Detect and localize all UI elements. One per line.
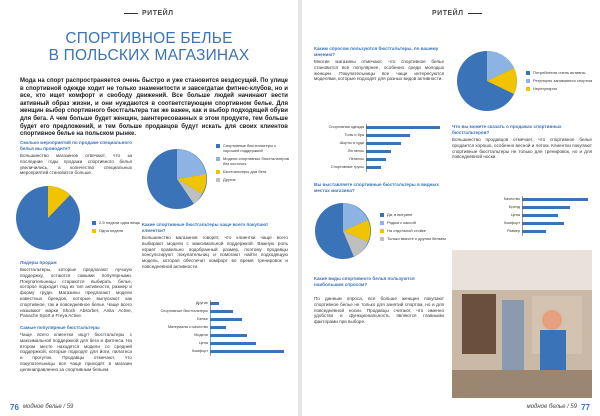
r-question-1-body: Многие магазины отмечают, что спортивное белье становится все популярнее, особенно среди молодых женщин. Покупательницы все чаще интересуются моделями, которые подходят для разных видов активности. — [314, 59, 444, 82]
legend-label: Одна неделя — [99, 228, 124, 233]
pie-right-2-legend — [380, 212, 446, 244]
bar — [210, 334, 247, 338]
shelf — [462, 294, 496, 354]
question-2-title: Лидеры продаж — [20, 260, 57, 265]
bar-label: Спортивные бюстгальтеры — [160, 309, 208, 313]
legend-item — [526, 70, 596, 75]
r-question-1-title: Каким спросом пользуются бюстгальтеры, по вашему мнению? — [314, 46, 439, 57]
legend-label: Бюстгальтеры для бега — [223, 169, 267, 174]
rubric-dash — [468, 13, 482, 14]
bar — [210, 326, 226, 330]
question-3-body: Чаще всего клиентки ищут бюстгальтеры с максимальной поддержкой для бега и фитнеса. На втором месте находятся модели со средней поддержкой, которые подходят для йоги, пилатеса и прогулок. Продавцы отмечают, что покупательницы все чаще приходят в магазин целенаправленно за спортивным бельем. — [20, 332, 132, 372]
article-title — [0, 30, 298, 64]
article-lead: Мода на спорт распространяется очень быстро и уже становится вездесущей. По улице в спортивной одежде ходит не только знаменитости и завсегдатаи фитнес-клубов, но и все, кто ищет комфорт и свободу движений. Все больше людей начинают вести активный образ жизни, и они нуждаются в соответствующем спортивном белье. Для женщин выбор спортивного бюстгальтера так же важен, как и выбор подходящей обуви для бега. А чем больше будет женщин, заинтересованных в этом продукте, тем больше будет его предложений, и тем больше продавцов будут искать для своих клиентов спортивное белье на польском рынке. — [20, 78, 288, 138]
bar — [210, 302, 219, 306]
bar-label: Другие — [195, 301, 208, 305]
legend-swatch — [380, 237, 384, 241]
legend-item — [216, 177, 290, 182]
bar-chart-right-1 — [314, 124, 444, 174]
legend-item — [380, 236, 446, 241]
r-question-2-title: Что вы можете сказать о продажах спортивных бюстгальтеров? — [452, 124, 562, 135]
rubric-right — [432, 10, 482, 17]
magazine-name: модное белье / 59 — [22, 404, 74, 410]
bar-label: Материалы и качество — [167, 325, 208, 329]
floor — [452, 370, 592, 398]
legend-item — [526, 78, 596, 83]
bar-row — [142, 300, 288, 308]
footer-left — [10, 402, 73, 412]
question-1-title: Сколько мероприятий по продаже специального белья вы проводите? — [20, 140, 132, 151]
legend-swatch — [216, 144, 220, 148]
legend-item — [216, 169, 290, 174]
legend-item — [216, 156, 290, 166]
pie-slice — [177, 149, 206, 179]
r-question-2-body: Большинство продавцов отмечает, что спортивное белье продается хорошо, особенно весной и летом. Клиентки покупают спортивные бюстгальтеры не только для тренировок, но и для повседневной носки. — [452, 137, 592, 160]
question-1-body: Большинство магазинов отвечают, что за последние годы продажи спортивного белья увеличились, а количество специальных мероприятий становится больше. — [20, 153, 132, 176]
page-number: 77 — [581, 402, 590, 412]
bar-chart-right-2 — [452, 196, 592, 242]
footer-right — [527, 402, 590, 412]
bar — [366, 134, 410, 138]
bar — [366, 166, 381, 170]
bar-row — [452, 220, 592, 228]
rubric-label: РИТЕЙЛ — [142, 10, 174, 17]
bar-label: Комфорт — [504, 221, 520, 225]
rubric-label: РИТЕЙЛ — [432, 10, 464, 17]
bar-row — [314, 164, 444, 172]
bar-row — [314, 156, 444, 164]
legend-swatch — [380, 229, 384, 233]
bar-label: Спортивная одежда — [328, 125, 364, 129]
bar-row — [142, 348, 288, 356]
bar — [210, 342, 256, 346]
legend-item — [380, 220, 446, 225]
legend-item — [216, 143, 290, 153]
bar-row — [142, 340, 288, 348]
pie-left-2-legend — [216, 143, 290, 185]
bar-row — [314, 140, 444, 148]
legend-swatch — [216, 157, 220, 161]
page-number: 76 — [10, 402, 19, 412]
pie-chart-right-2 — [310, 198, 376, 264]
r-question-4-body: По данным опроса, все больше женщин покупают спортивное белье не только для занятий спортом, но и для повседневной носки. Продавцы считают, что именно удобство и функциональность являются главными факторами при выборе. — [314, 296, 444, 325]
legend-swatch — [526, 87, 530, 91]
bar-label: Бренд — [508, 205, 520, 209]
pie-chart-left-1 — [8, 178, 88, 258]
bar — [522, 214, 558, 218]
title-line-1: СПОРТИВНОЕ БЕЛЬЕ — [65, 30, 233, 47]
question-2-body: Бюстгальтеры, которые предлагают лучшую поддержку, остаются самыми популярными. Покупательницы стараются выбирать белье, которое подходит под их тип активности, размер и форму груди. Магазины предлагают модели известных брендов, которые выпускают как спортивное, так и повседневное белье. Чаще всего называют марки Shock Absorber, Anita Active, Panache Sport и Freya Active. — [20, 267, 132, 319]
legend-swatch — [216, 178, 220, 182]
legend-item — [380, 212, 446, 217]
bar — [366, 158, 386, 162]
legend-label: Да, в витрине — [387, 212, 413, 217]
bar-label: Модели — [194, 333, 208, 337]
legend-swatch — [216, 170, 220, 174]
right-page — [302, 0, 600, 416]
bar-row — [314, 148, 444, 156]
bar-label: Леггинсы — [347, 149, 364, 153]
question-4-body: Большинство магазинов говорят, что клиентки чаще всего выбирают модели с максимальной поддержкой. Важную роль играет правильно подобранный размер, поэтому продавцы консультируют покупательниц и помогают найти подходящую модель, которая обеспечит комфорт во время тренировок и повседневной активности. — [142, 235, 288, 269]
legend-item — [526, 86, 596, 91]
rubric-dash — [124, 13, 138, 14]
bar-label: Размер — [506, 229, 520, 233]
bar-label: Комфорт — [192, 349, 208, 353]
bar-label: Цена — [198, 341, 208, 345]
bar — [522, 230, 546, 234]
bar-label: Шорты и худи — [339, 141, 364, 145]
title-line-2: В ПОЛЬСКИХ МАГАЗИНАХ — [48, 47, 250, 64]
legend-item — [380, 228, 446, 233]
bar — [366, 150, 391, 154]
bar-row — [142, 316, 288, 324]
legend-label: На отдельной стойке — [387, 228, 426, 233]
bar-row — [452, 196, 592, 204]
bar-label: Качество — [503, 197, 520, 201]
bar-row — [142, 324, 288, 332]
legend-label: Регулярно занимаются спортом — [533, 78, 593, 83]
legend-label: Только вместе с другим бельем — [387, 236, 446, 241]
bar-row — [142, 332, 288, 340]
bar-row — [142, 308, 288, 316]
bar-chart-left — [142, 300, 288, 362]
bar — [522, 198, 588, 202]
pie-right-1-legend — [526, 70, 596, 94]
pie-chart-left-2 — [142, 144, 212, 214]
bar — [210, 350, 284, 354]
legend-swatch — [380, 221, 384, 225]
bar-label: Легинсы — [349, 157, 364, 161]
bar-row — [452, 212, 592, 220]
bar-row — [452, 228, 592, 236]
bar-row — [314, 124, 444, 132]
bar — [522, 206, 570, 210]
store-photo — [452, 250, 592, 398]
legend-label: Модели спортивных бюстгальтеров без косточек — [223, 156, 289, 166]
legend-label: Другие — [223, 177, 236, 182]
magazine-name: модное белье / 59 — [526, 404, 578, 410]
bar — [210, 310, 233, 314]
bar — [366, 126, 440, 130]
rubric-left — [124, 10, 174, 17]
person-head — [542, 310, 562, 330]
left-page — [0, 0, 298, 416]
r-question-4-title: Какие виды спортивного белья пользуются наибольшим спросом? — [314, 276, 415, 287]
mannequin — [502, 300, 524, 370]
legend-swatch — [526, 79, 530, 83]
bar-label: Белье — [197, 317, 208, 321]
pie-chart-right-1 — [452, 46, 522, 116]
legend-swatch — [380, 213, 384, 217]
legend-label: Нерегулярно — [533, 86, 558, 91]
legend-swatch — [92, 221, 96, 225]
ceiling — [452, 250, 592, 290]
question-3-title: Самые популярные бюстгальтеры — [20, 325, 100, 330]
bar — [210, 318, 242, 322]
bar-label: Топы и бра — [344, 133, 364, 137]
bar — [366, 142, 401, 146]
legend-label: Рядом с кассой — [387, 220, 416, 225]
legend-label: Потребители очень активны — [533, 70, 586, 75]
legend-swatch — [526, 71, 530, 75]
bar-label: Спортивные трусы — [330, 165, 364, 169]
r-question-3-title: Вы выставляете спортивные бюстгальтеры в видных местах магазина? — [314, 182, 439, 193]
bar-row — [314, 132, 444, 140]
bar-label: Цена — [510, 213, 520, 217]
legend-label: Спортивные бюстгальтеры с хорошей поддержкой — [223, 143, 277, 153]
legend-swatch — [92, 229, 96, 233]
bar-row — [452, 204, 592, 212]
bar — [522, 222, 564, 226]
question-4-title: Какие спортивные бюстгальтеры чаще всего покупают клиентки? — [142, 222, 269, 233]
legend-label: 2-5 недели одна вещь — [99, 220, 141, 225]
